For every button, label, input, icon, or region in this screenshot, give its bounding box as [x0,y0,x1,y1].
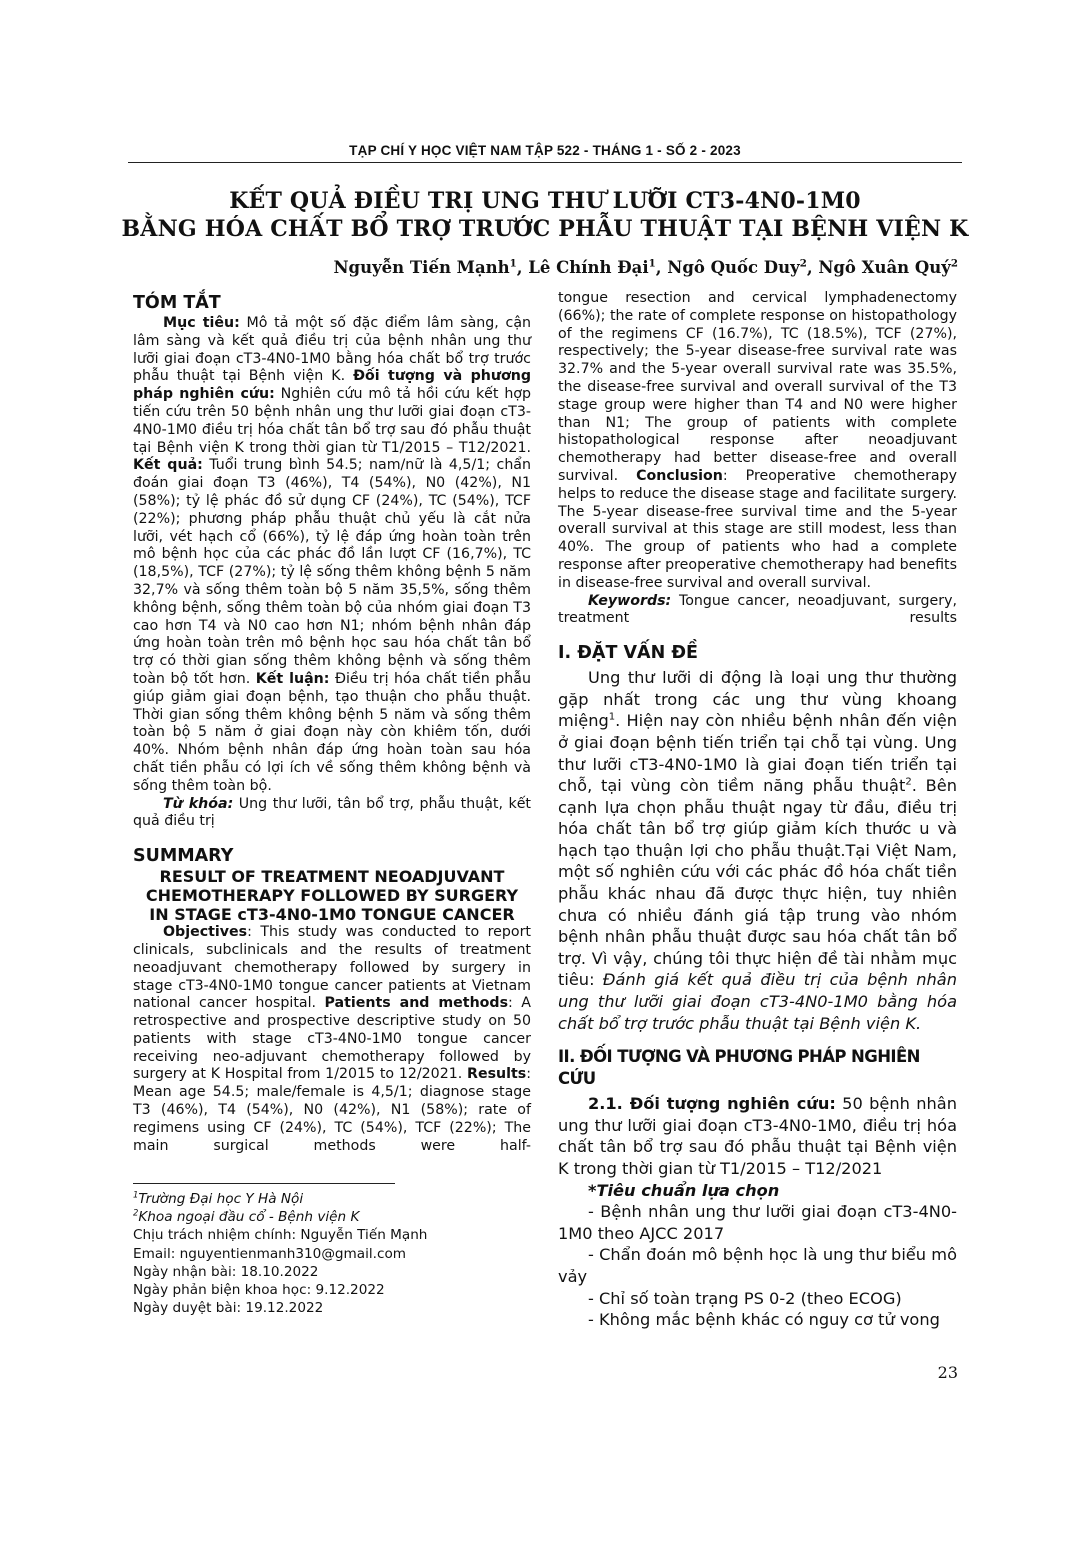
results-en-label: Results [467,1066,527,1083]
section-1-text-a: Ung thư lưỡi di động là loại ung thư thường gặp nhất trong các ung thư vùng khoang miệng [558,668,957,731]
section-2-1-text: 50 bệnh nhân ung thư lưỡi giai đoạn cT3-4N0-1M0, điều trị hóa chất tân bổ trợ sau đó phẫu thuật tại Bệnh viện K trong thời gian từ T1/2015 – T12/2021 [558,1094,957,1179]
affiliation-1 [133,1190,427,1208]
affiliation-mark: 1 [509,257,517,270]
corresponding-author: Chịu trách nhiệm chính: Nguyễn Tiến Mạnh [133,1227,428,1244]
author-name: Lê Chính Đại [528,258,649,277]
email: Email: nguyentienmanh310@gmail.com [133,1245,407,1262]
section-2-heading: II. ĐỐI TƯỢNG VÀ PHƯƠNG PHÁP NGHIÊN CỨU [558,1047,920,1089]
date-accepted: Ngày duyệt bài: 19.12.2022 [133,1300,324,1317]
conclusion-text: Điều trị hóa chất tiền phẫu giúp giảm giai đoạn bệnh, tạo thuận cho phẫu thuật. Thời gian sống thêm không bệnh 5 năm và sống thêm toàn bộ 5 năm ở giai đoạn này còn khiêm tốn, dưới 40%. Nhóm bệnh nhân đáp ứng hoàn toàn sau hóa chất tiền phẫu có lợi ích về sống thêm không bệnh và sống thêm toàn bộ. [133,670,531,794]
author-separator: , [806,258,819,277]
results-en-continued: tongue resection and cervical lymphadenectomy (66%); the rate of complete response on histopathology of the regimens CF (16.7%), TC (18.5%), TCF (27%), respectively; the 5-year disease-free survival rate was 32.7% and the 5-year overall survival rate was 35.5%, the disease-free survival and overall survival of the T3 stage group were higher than T4 and N0 were higher than N1; The group of patients with complete histopathological response after neoadjuvant chemotherapy had better disease-free and overall survival. [558,290,957,484]
right-column [558,290,957,1331]
footnote-rule [133,1183,395,1184]
abstract-en-body [133,924,531,1155]
keywords-en [558,593,957,629]
keywords-vi-label: Từ khóa: [163,795,234,812]
keywords-vi [133,796,531,832]
journal-header: TẠP CHÍ Y HỌC VIỆT NAM TẬP 522 - THÁNG 1 - SỐ 2 - 2023 [349,143,741,158]
reference-mark: 2 [905,776,912,788]
footnotes [133,1190,427,1317]
paper-title-line-2: BẰNG HÓA CHẤT BỔ TRỢ TRƯỚC PHẪU THUẬT TẠI BỆNH VIỆN K [121,216,969,242]
affiliation-2 [133,1208,427,1226]
study-aim: Đánh giá kết quả điều trị của bệnh nhân ung thư lưỡi giai đoạn cT3-4N0-1M0 bằng hóa chất bổ trợ trước phẫu thuật tại Bệnh viện K. [558,970,957,1033]
abstract-vi-heading: TÓM TẮT [133,293,221,313]
criteria-item: - Không mắc bệnh khác có nguy cơ tử vong [588,1310,940,1330]
conclusion-en-label: Conclusion [636,467,723,484]
objective-label: Mục tiêu: [163,315,240,331]
section-1-text-b: . Hiện nay còn nhiều bệnh nhân đến viện ở giai đoạn bệnh tiến triển tại chỗ tại vùng. Ung thư lưỡi cT3-4N0-1M0 là giai đoạn tiến triển tại chỗ, tại vùng còn tiềm năng phẫu thuật [558,711,957,796]
page-number: 23 [937,1363,958,1382]
author-name: Ngô Quốc Duy [667,258,800,277]
affiliation-1-number: 1 [133,1189,139,1200]
abstract-en-continued [558,290,957,593]
english-title-line-1: RESULT OF TREATMENT NEOADJUVANT [159,867,505,887]
author-separator: , [516,258,529,277]
paper-title-line-1: KẾT QUẢ ĐIỀU TRỊ UNG THƯ LƯỠI CT3-4N0-1M0 [229,188,861,214]
english-title-line-3: IN STAGE cT3-4N0-1M0 TONGUE CANCER [149,905,515,925]
keywords-en-label: Keywords: [588,592,672,609]
affiliation-2-text: Khoa ngoại đầu cổ - Bệnh viện K [138,1209,360,1226]
criteria-heading: *Tiêu chuẩn lựa chọn [588,1180,780,1200]
criteria-item: - Chỉ số toàn trạng PS 0-2 (theo ECOG) [588,1288,902,1308]
objective-text: Mô tả một số đặc điểm lâm sàng, cận lâm sàng và kết quả điều trị của bệnh nhân ung thư lưỡi giai đoạn cT3-4N0-1M0 bằng hóa chất bổ trợ trước phẫu thuật tại Bệnh viện K. [133,315,532,385]
objectives-text: : This study was conducted to report clinicals, subclinicals and the results of treatment neoadjuvant chemotherapy followed by surgery in stage cT3-4N0-1M0 tongue cancer patients at Vietnam national cancer hospital. [133,924,531,1012]
author-name: Ngô Xuân Quý [818,258,951,277]
section-1-paragraph [558,667,957,1034]
criteria-item: - Chẩn đoán mô bệnh học là ung thư biểu mô vảy [558,1245,957,1286]
methods-en-label: Patients and methods [324,995,509,1012]
header-rule [128,162,962,163]
left-column [133,292,531,1155]
conclusion-label: Kết luận: [255,670,330,687]
abstract-vi-body [133,315,531,796]
criteria-item: - Bệnh nhân ung thư lưỡi giai đoạn cT3-4N0-1M0 theo AJCC 2017 [558,1202,957,1243]
methods-text: Nghiên cứu mô tả hồi cứu kết hợp tiến cứu trên 50 bệnh nhân ung thư lưỡi giai đoạn cT3-4N0-1M0 điều trị hóa chất tân bổ trợ sau đó phẫu thuật tại Bệnh viện K trong thời gian từ T1/2015 – T12/2021. [133,386,531,456]
methods-label: Đối tượng và phương pháp nghiên cứu: [133,368,531,403]
affiliation-mark: 2 [799,257,807,270]
keywords-vi-text: Ung thư lưỡi, tân bổ trợ, phẫu thuật, kết quả điều trị [133,795,531,830]
results-label: Kết quả: [133,457,203,474]
author-list [333,258,958,277]
author-name: Nguyễn Tiến Mạnh [333,258,510,277]
affiliation-1-text: Trường Đại học Y Hà Nội [138,1191,304,1207]
section-1-text-c: . Bên cạnh lựa chọn phẫu thuật ngay từ đầu, điều trị hóa chất tân bổ trợ giúp giảm kích thước u và hạch tạo thuận lợi cho phẫu thuật.Tại Việt Nam, một số nghiên cứu với các phác đồ hóa chất tiền phẫu khác nhau đã được thực hiện, tuy nhiên chưa có nhiều đánh giá tập trung vào nhóm bệnh nhân phẫu thuật được sau hóa chất tân bổ trợ. Vì vậy, chúng tôi thực hiện đề tài nhằm mục tiêu: [558,776,957,990]
results-text: Tuổi trung bình 54.5; nam/nữ là 4,5/1; chẩn đoán giai đoạn T3 (46%), T4 (54%), N0 (42%), N1 (58%); tỷ lệ phác đồ sử dụng CF (24%), TC (54%), TCF (22%); phương pháp phẫu thuật chủ yếu là cắt nửa lưỡi, vét hạch cổ (66%), tỷ lệ đáp ứng hoàn toàn trên mô bệnh học của các phác đồ lần lượt CF (16,7%), TC (18,5%), TCF (27%); tỷ lệ sống thêm không bệnh 5 năm 32,7% và sống thêm toàn bộ 5 năm 35,5%, sống thêm không bệnh, sống thêm toàn bộ của nhóm giai đoạn T3 cao hơn T4 và N0 cao hơn N1; nhóm bệnh nhân đáp ứng hoàn toàn trên mô bệnh học sau hóa chất tân bổ trợ có thời gian sống thêm không bệnh và sống thêm toàn bộ tốt hơn. [133,457,531,687]
abstract-en-heading: SUMMARY [133,846,234,867]
date-received: Ngày nhận bài: 18.10.2022 [133,1263,319,1280]
section-2-1-label: 2.1. Đối tượng nghiên cứu: [588,1094,836,1114]
affiliation-2-number: 2 [133,1207,139,1218]
affiliation-mark: 1 [648,257,656,270]
author-separator: , [655,258,668,277]
keywords-en-text: Tongue cancer, neoadjuvant, surgery, treatment results [558,592,957,627]
english-title-line-2: CHEMOTHERAPY FOLLOWED BY SURGERY [145,886,519,906]
conclusion-en-text: : Preoperative chemotherapy helps to reduce the disease stage and facilitate surgery. The 5-year disease-free survival time and the 5-year overall survival at this stage are still modest, less than 40%. The group of patients who had a complete response after preoperative chemotherapy had benefits in disease-free survival and overall survival. [558,467,957,591]
section-2-1-paragraph [558,1093,957,1179]
methods-en-text: : A retrospective and prospective descriptive study on 50 patients with stage cT3-4N0-1M0 tongue cancer receiving neo-adjuvant chemotherapy followed by surgery at K Hospital from 1/2015 to 12/2021. [133,995,531,1083]
objectives-label: Objectives [163,924,248,941]
section-1-heading: I. ĐẶT VẤN ĐỀ [558,643,698,664]
reference-mark: 1 [608,711,616,723]
results-en-text: : Mean age 54.5; male/female is 4,5/1; diagnose stage T3 (46%), T4 (54%), N0 (42%), N1 (58%); rate of regimens using CF (24%), TC (54%), TCF (22%); The main surgical methods were half- [133,1066,531,1154]
date-reviewed: Ngày phản biện khoa học: 9.12.2022 [133,1282,385,1299]
affiliation-mark: 2 [950,257,958,270]
